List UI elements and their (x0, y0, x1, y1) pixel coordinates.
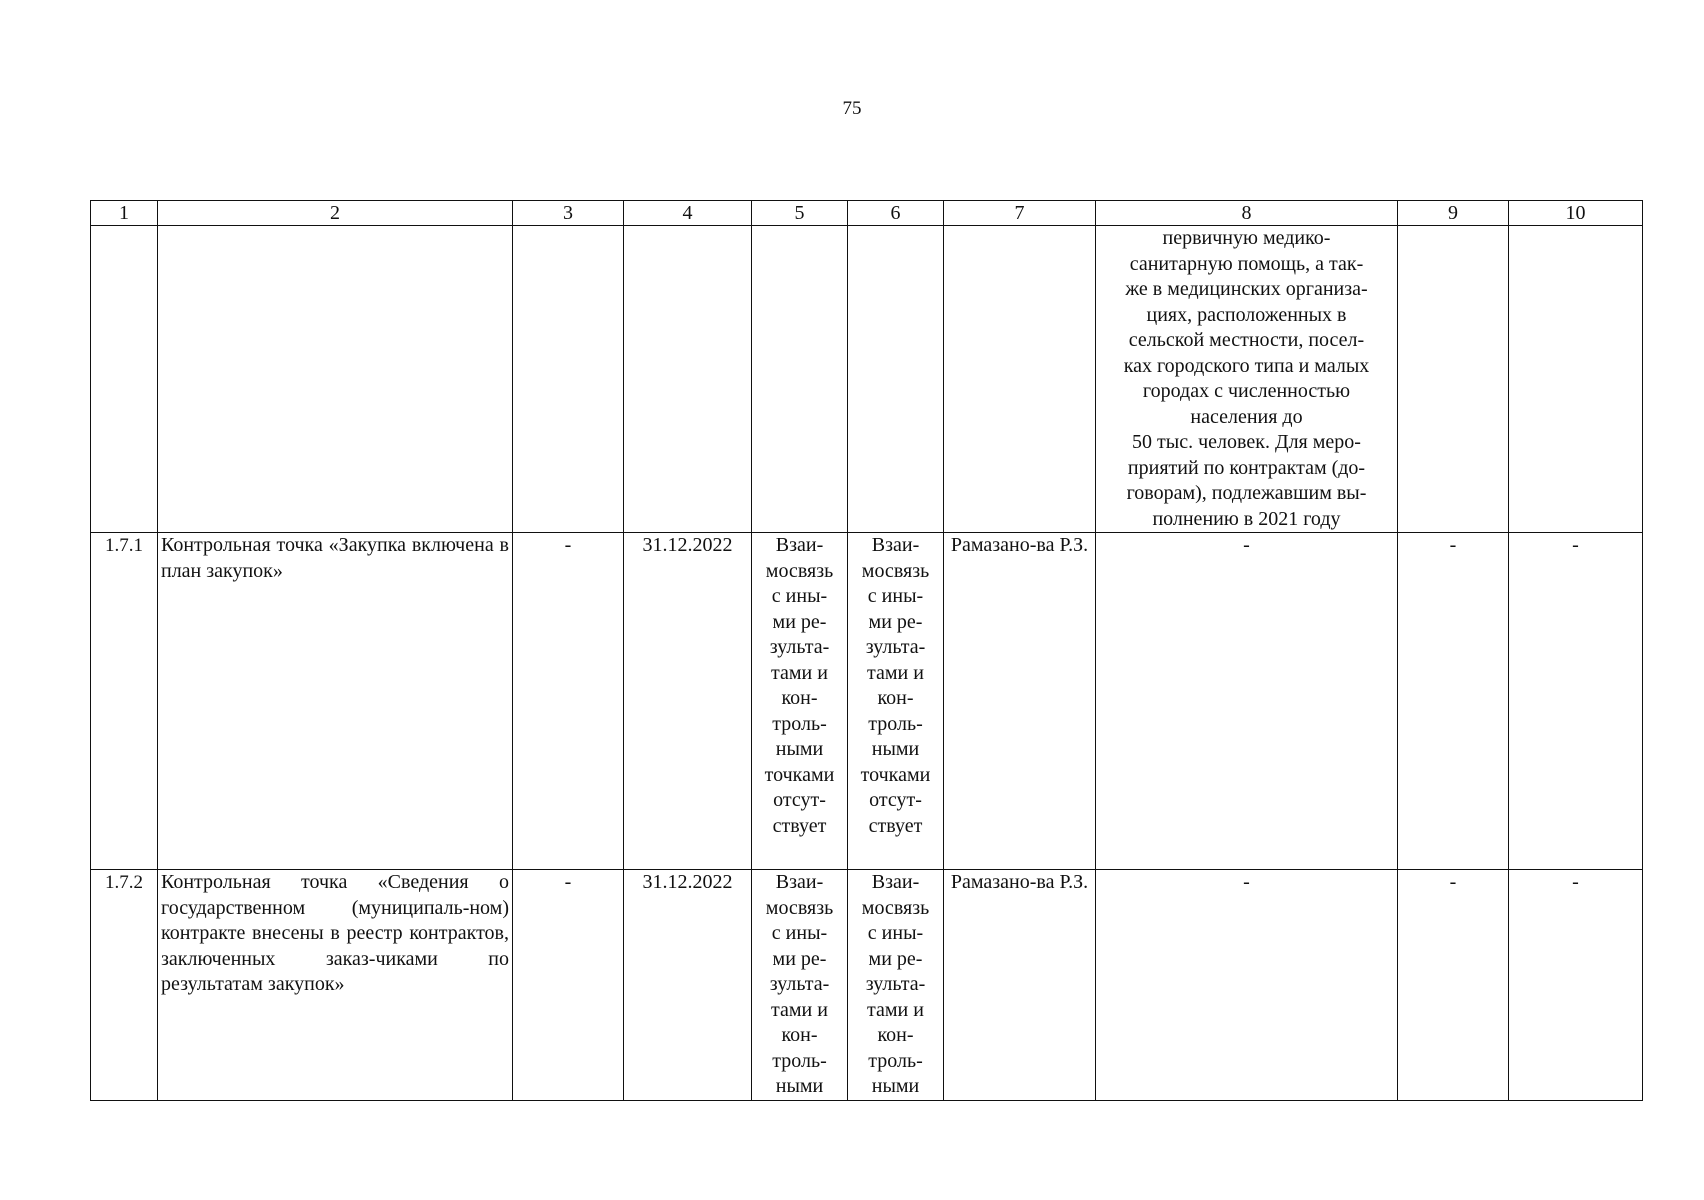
header-row (91, 201, 1643, 226)
text-line: с ины- (771, 585, 828, 607)
text-line: ствует (868, 814, 923, 837)
text-line: ми ре- (772, 947, 827, 970)
cont-cell-5 (752, 226, 848, 533)
continuation-row (91, 226, 1643, 533)
text-line: мосвязь (765, 559, 834, 582)
text-line: санитарную помощь, а так- (1129, 252, 1364, 275)
text-line: ными (775, 738, 824, 760)
text-line: троль- (868, 1049, 923, 1072)
row-col5 (752, 533, 848, 870)
row-col5 (752, 870, 848, 1101)
text-line: кон- (877, 687, 914, 709)
header-cell-10: 10 (1509, 201, 1643, 226)
cont-cell-1 (91, 226, 158, 533)
header-cell-5: 5 (752, 201, 848, 226)
header-cell-3: 3 (513, 201, 624, 226)
text-line: ми ре- (772, 610, 827, 633)
row-responsible: Рамазано-ва Р.З. (944, 870, 1096, 1101)
row-col3: - (513, 870, 624, 1101)
row-date: 31.12.2022 (624, 533, 752, 870)
cont-cell-3 (513, 226, 624, 533)
text-line: же в медицинских организа- (1125, 278, 1368, 300)
text-line: Взаи- (871, 534, 920, 556)
row-col9: - (1398, 533, 1509, 870)
row-col9: - (1398, 870, 1509, 1101)
cont-cell-9 (1398, 226, 1509, 533)
row-name: Контрольная точка «Закупка включена в план закупок» (158, 533, 513, 870)
cont-cell-6 (848, 226, 944, 533)
text-line: точками (860, 763, 931, 786)
text-line: зульта- (769, 973, 830, 995)
header-cell-6: 6 (848, 201, 944, 226)
header-cell-7: 7 (944, 201, 1096, 226)
cont-cell-7 (944, 226, 1096, 533)
page-number: 75 (842, 98, 862, 119)
text-line: полнению в 2021 году (1152, 507, 1341, 530)
text-line: мосвязь (765, 896, 834, 919)
text-line: троль- (772, 712, 827, 735)
row-col6 (848, 870, 944, 1101)
row-col10: - (1509, 870, 1643, 1101)
text-line: троль- (868, 712, 923, 735)
row-date: 31.12.2022 (624, 870, 752, 1101)
text-line: троль- (772, 1049, 827, 1072)
text-line: зульта- (865, 636, 926, 658)
text-line: отсут- (869, 789, 922, 811)
text-line: кон- (877, 1024, 914, 1046)
row-col6 (848, 533, 944, 870)
text-line: кон- (781, 1024, 818, 1046)
text-line: точками (764, 763, 835, 786)
text-line: с ины- (771, 922, 828, 944)
text-line: Взаи- (775, 534, 824, 556)
table-row (91, 533, 1643, 870)
row-col10: - (1509, 533, 1643, 870)
text-line: зульта- (865, 973, 926, 995)
text-line: ми ре- (868, 947, 923, 970)
cont-cell-4 (624, 226, 752, 533)
text-line: сельской местности, посел- (1128, 329, 1365, 351)
text-line: тами и (867, 661, 924, 684)
header-cell-4: 4 (624, 201, 752, 226)
text-line: циях, расположенных в (1146, 303, 1347, 326)
text-line: ными (871, 1075, 920, 1097)
row-number: 1.7.2 (91, 870, 158, 1101)
row-number: 1.7.1 (91, 533, 158, 870)
text-line: зульта- (769, 636, 830, 658)
text-line: первичную медико- (1162, 227, 1331, 249)
text-line: ми ре- (868, 610, 923, 633)
table-row (91, 870, 1643, 1101)
header-cell-1: 1 (91, 201, 158, 226)
header-cell-2: 2 (158, 201, 513, 226)
row-responsible: Рамазано-ва Р.З. (944, 533, 1096, 870)
text-line: населения до (1190, 405, 1303, 428)
row-col3: - (513, 533, 624, 870)
text-line: ными (871, 738, 920, 760)
text-line: с ины- (867, 922, 924, 944)
text-line: ках городского типа и малых (1123, 354, 1370, 377)
cont-cell-2 (158, 226, 513, 533)
text-line: мосвязь (861, 896, 930, 919)
text-line: Взаи- (871, 871, 920, 893)
row-name: Контрольная точка «Сведения о государственном (муниципаль-ном) контракте внесены в реестр контрактов, заключенных заказ-чиками по результатам закупок» (158, 870, 513, 1101)
row-col8: - (1096, 870, 1398, 1101)
row-col8: - (1096, 533, 1398, 870)
text-line: Взаи- (775, 871, 824, 893)
text-line: тами и (771, 998, 828, 1021)
text-line: городах с численностью (1142, 380, 1351, 402)
text-line: 50 тыс. человек. Для меро- (1132, 431, 1361, 453)
header-cell-9: 9 (1398, 201, 1509, 226)
cont-cell-10 (1509, 226, 1643, 533)
text-line: мосвязь (861, 559, 930, 582)
text-line: с ины- (867, 585, 924, 607)
continuation-text (1096, 226, 1398, 533)
header-cell-8: 8 (1096, 201, 1398, 226)
text-line: тами и (771, 661, 828, 684)
text-line: ными (775, 1075, 824, 1097)
text-line: говорам), подлежавшим вы- (1126, 482, 1367, 504)
text-line: приятий по контрактам (до- (1127, 456, 1366, 479)
text-line: ствует (772, 814, 827, 837)
text-line: тами и (867, 998, 924, 1021)
text-line: отсут- (773, 789, 826, 811)
text-line: кон- (781, 687, 818, 709)
plan-table (90, 200, 1643, 1101)
